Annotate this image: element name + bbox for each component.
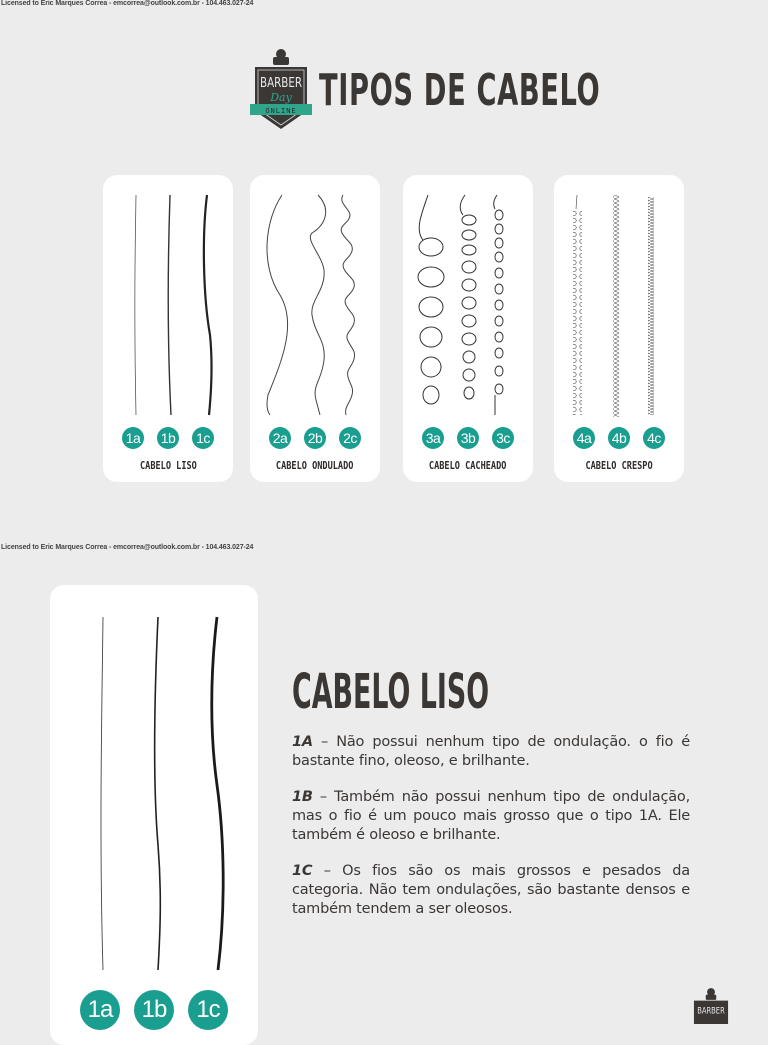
section-title: CABELO LISO [292, 664, 490, 720]
type-badge: 4c [643, 427, 665, 449]
card-cabelo-liso [103, 175, 233, 482]
type-badge: 2b [304, 427, 326, 449]
coily-hair-icon [554, 175, 684, 425]
description-1a [292, 733, 690, 771]
svg-text:BARBER: BARBER [260, 76, 302, 91]
description-code: 1C [292, 863, 313, 879]
svg-text:BARBER: BARBER [697, 1006, 725, 1017]
badge-row [103, 427, 233, 449]
card-label: CABELO CACHEADO [429, 459, 507, 472]
barber-shield-icon [249, 45, 313, 133]
description-code: 1A [292, 734, 313, 750]
type-badge: 4b [608, 427, 630, 449]
card-cabelo-crespo [554, 175, 684, 482]
badge-row [250, 427, 380, 449]
svg-text:Day: Day [270, 91, 292, 104]
card-cabelo-ondulado [250, 175, 380, 482]
license-notice: Licensed to Eric Marques Correa - emcorrea@outlook.com.br - 104.463.027-24 [1, 544, 254, 551]
type-badge: 4a [573, 427, 595, 449]
page-title: TIPOS DE CABELO [319, 64, 601, 116]
type-badge: 1b [134, 990, 174, 1030]
badge-row [50, 990, 258, 1030]
barber-day-logo [249, 45, 313, 133]
barber-shield-icon [690, 985, 732, 1024]
type-badge: 3a [422, 427, 444, 449]
type-badge: 3b [457, 427, 479, 449]
badge-row [554, 427, 684, 449]
type-badge: 1a [122, 427, 144, 449]
curly-hair-icon [403, 175, 533, 425]
type-badge: 1c [188, 990, 228, 1030]
description-1c [292, 862, 690, 919]
type-badge: 1c [192, 427, 214, 449]
type-badge: 1a [80, 990, 120, 1030]
description-text: – Também não possui nenhum tipo de ondulação, mas o fio é um pouco mais grosso que o tipo 1A. Ele também é oleoso e brilhante. [292, 789, 690, 843]
type-badge: 2a [269, 427, 291, 449]
card-label: CABELO ONDULADO [276, 459, 354, 472]
card-cabelo-cacheado [403, 175, 533, 482]
straight-hair-icon [103, 175, 233, 425]
description-text: – Os fios são os mais grossos e pesados da categoria. Não tem ondulações, são bastante densos e também tendem a ser oleosos. [292, 863, 690, 917]
type-badge: 3c [492, 427, 514, 449]
type-badge: 2c [339, 427, 361, 449]
badge-row [403, 427, 533, 449]
corner-logo [690, 985, 732, 1024]
straight-hair-detail-icon [50, 585, 258, 985]
description-1b [292, 788, 690, 845]
svg-text:ONLINE: ONLINE [265, 107, 297, 115]
page-header [249, 44, 768, 134]
wavy-hair-icon [250, 175, 380, 425]
type-badge: 1b [157, 427, 179, 449]
liso-illustration-card [50, 585, 258, 1045]
description-code: 1B [292, 789, 313, 805]
license-notice: Licensed to Eric Marques Correa - emcorrea@outlook.com.br - 104.463.027-24 [1, 0, 254, 7]
card-label: CABELO LISO [139, 459, 197, 472]
card-label: CABELO CRESPO [585, 459, 653, 472]
description-text: – Não possui nenhum tipo de ondulação. o fio é bastante fino, oleoso, e brilhante. [292, 734, 690, 769]
